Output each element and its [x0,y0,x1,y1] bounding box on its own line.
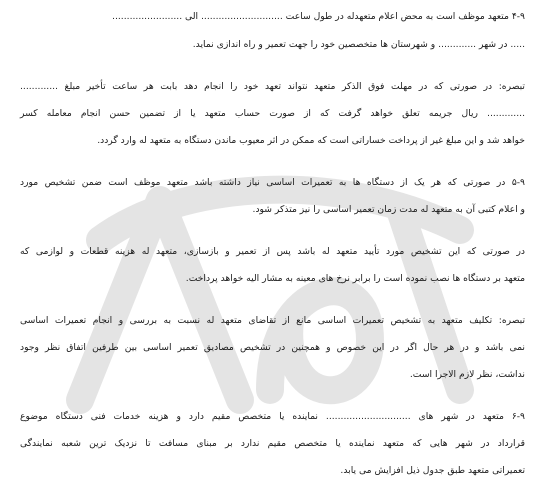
paragraph-approval-line-1: در صورتی که این تشخیص مورد تأیید متعهد له باشد پس از تعمیر و بازسازی، متعهد له هزینه قطعات و لوازمی که [20,246,525,257]
paragraph-9-6-line-3: تعمیراتی متعهد طبق جدول ذیل افزایش می یابد. [340,465,525,476]
paragraph-9-6-line-1: ۶-۹ متعهد در شهر های ............................. نماینده یا متخصص مقیم دارد و هزینه خدمات فنی دستگاه موضوع [20,411,525,422]
paragraph-9-5-line-1: ۵-۹ در صورتی که هر یک از دستگاه ها به تعمیرات اساسی نیاز داشته باشد متعهد موظف است ضمن تشخیص مورد [20,177,525,188]
note-1-line-1: تبصره: در صورتی که در مهلت فوق الذکر متعهد نتواند تعهد خود را انجام دهد بابت هر ساعت تأخیر مبلغ ............. [20,81,525,92]
note-1-line-2: ............. ریال جریمه تعلق خواهد گرفت که از صورت حساب متعهد یا از تضمین حسن انجام معامله کسر [20,108,525,119]
paragraph-9-4-line-2: ..... در شهر ............. و شهرستان ها متخصصین خود را جهت تعمیر و راه اندازی نماید. [192,39,525,50]
paragraph-9-5-line-2: و اعلام کتبی آن به متعهد له مدت زمان تعمیر اساسی را نیز متذکر شود. [252,204,525,215]
paragraph-approval-line-2: متعهد بر دستگاه ها نصب نموده است را برابر نرخ های معینه به مشار الیه خواهد پرداخت. [185,273,525,284]
note-2-line-3: نداشت، نظر لازم الاجرا است. [409,369,525,380]
note-2-line-1: تبصره: تکلیف متعهد به تشخیص تعمیرات اساسی مانع از تقاضای متعهد له نسبت به بررسی و انجام تعمیرات اساسی [20,315,525,326]
note-2-line-2: نمی باشد و در هر حال اگر در این خصوص و همچنین در تشخیص مصادیق تعمیر اساسی بین طرفین اتفاق نظر وجود [20,342,525,353]
paragraph-9-4-line-1: ۴-۹ متعهد موظف است به محض اعلام متعهدله در طول ساعت ............................ الی ........................ [112,11,525,22]
note-1-line-3: خواهد شد و این مبلغ غیر از پرداخت خساراتی است که ممکن در اثر معیوب ماندن دستگاه به متعهد له وارد گردد. [97,135,525,146]
paragraph-9-6-line-2: قرارداد در شهر هایی که متعهد نماینده یا متخصص مقیم ندارد بر مبنای مسافت تا نزدیک ترین شعبه نمایندگی [20,438,525,449]
